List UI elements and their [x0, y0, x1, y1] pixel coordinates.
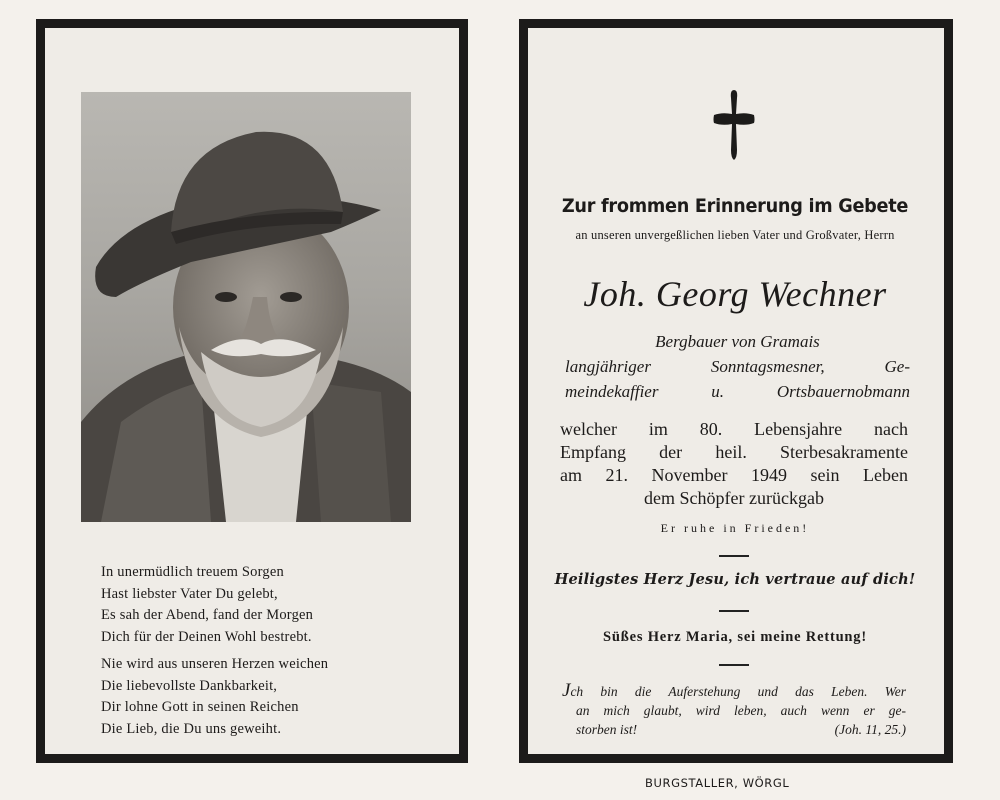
divider	[719, 664, 749, 666]
poem-line: Die Lieb, die Du uns geweiht.	[101, 720, 282, 737]
quote-line	[562, 682, 906, 701]
poem-line: Dir lohne Gott in seinen Reichen	[101, 699, 299, 715]
memorial-poem	[101, 562, 328, 746]
quote-line: an mich glaubt, wird leben, auch wenn er ge-	[576, 703, 906, 718]
poem-line: Dich für der Deinen Wohl bestrebt.	[101, 628, 312, 645]
poem-stanza-1	[101, 562, 328, 648]
divider	[719, 555, 749, 557]
occupation-line: meindekaffier u. Ortsbauernobmann	[565, 382, 910, 401]
quote-text: storben ist!	[576, 722, 638, 737]
poem-line: Nie wird aus unseren Herzen weichen	[101, 656, 329, 672]
occupation-line: langjähriger Sonntagsmesner, Ge-	[565, 357, 910, 376]
scripture-quote	[562, 682, 906, 739]
prayer-maria: Süßes Herz Maria, sei meine Rettung!	[603, 629, 867, 645]
death-notice	[560, 418, 908, 510]
memorial-heading: Zur frommen Erinnerung im Gebete	[561, 195, 909, 217]
portrait-photo	[81, 92, 411, 522]
divider	[719, 610, 749, 612]
death-notice-line: welcher im 80. Lebensjahre nach	[560, 419, 908, 439]
deceased-name: Joh. Georg Wechner	[583, 274, 887, 314]
printer-credit: BURGSTALLER, WÖRGL	[645, 776, 790, 790]
prayer-heart-jesus: Heiligstes Herz Jesu, ich vertraue auf dich!	[554, 571, 916, 588]
cross-icon	[712, 88, 756, 167]
quote-text: ch bin die Auferstehung und das Leben. Wer	[570, 684, 906, 699]
poem-line: Die liebevollste Dankbarkeit,	[101, 677, 278, 694]
poem-stanza-2	[101, 654, 328, 740]
dedication-text: an unseren unvergeßlichen lieben Vater und Großvater, Herrn	[575, 228, 895, 242]
quote-dropcap: J	[562, 680, 571, 701]
quote-line	[562, 720, 906, 739]
scripture-reference: (Joh. 11, 25.)	[834, 722, 906, 737]
poem-line: In unermüdlich treuem Sorgen	[101, 564, 284, 580]
poem-line: Hast liebster Vater Du gelebt,	[101, 585, 278, 602]
death-notice-line: am 21. November 1949 sein Leben	[560, 465, 908, 485]
poem-line: Es sah der Abend, fand der Morgen	[101, 607, 314, 623]
death-notice-line: dem Schöpfer zurückgab	[644, 488, 824, 508]
occupation-line: Bergbauer von Gramais	[655, 332, 820, 351]
rest-in-peace: Er ruhe in Frieden!	[660, 521, 810, 535]
death-notice-line: Empfang der heil. Sterbesakramente	[560, 442, 908, 462]
occupation-text	[565, 329, 910, 404]
